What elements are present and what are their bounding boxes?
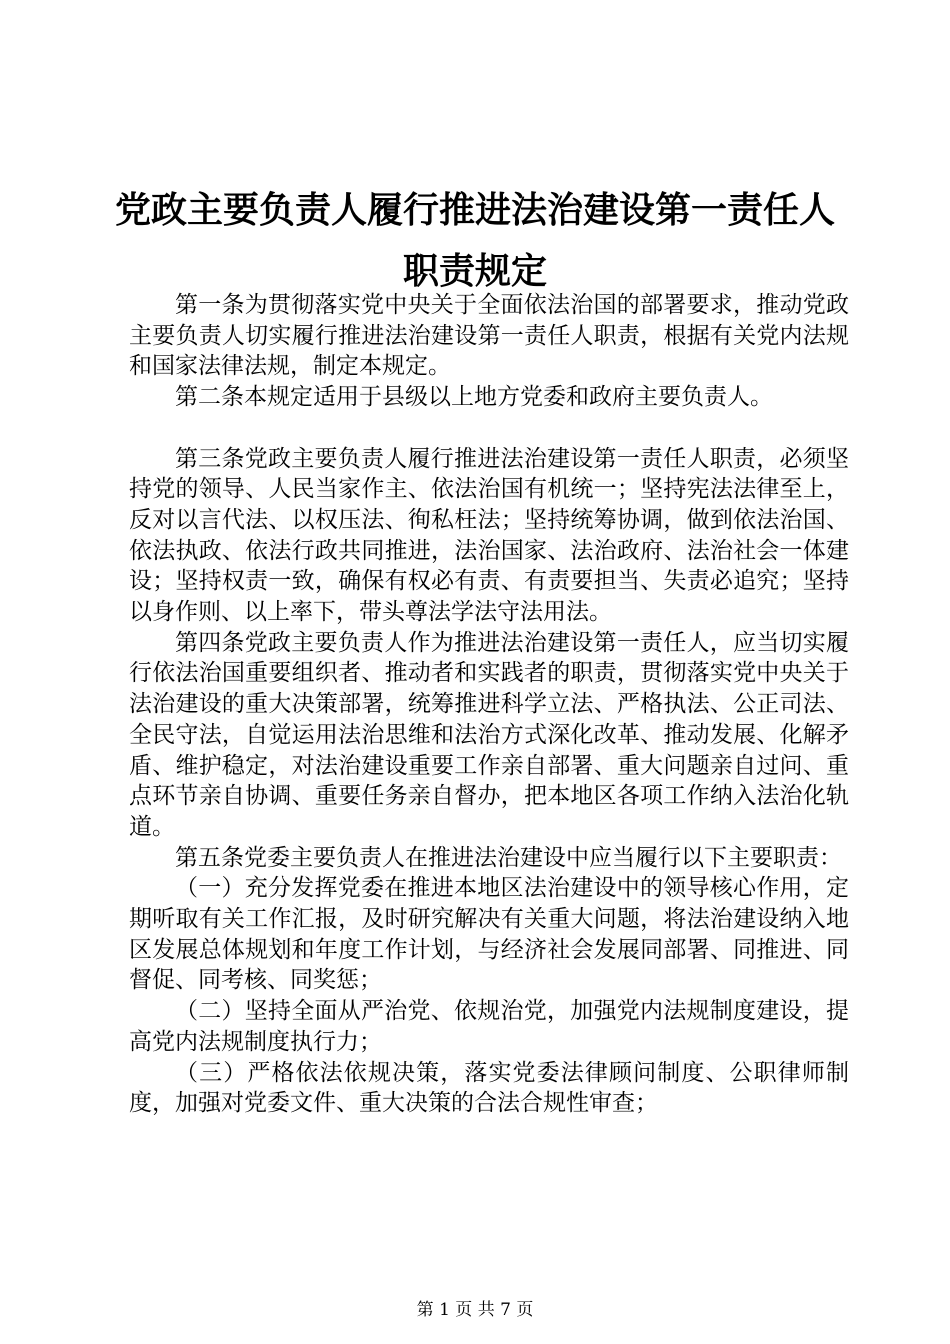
paragraph-item-1: （一）充分发挥党委在推进本地区法治建设中的领导核心作用，定期听取有关工作汇报，及时研究解决有关重大问题，将法治建设纳入地区发展总体规划和年度工作计划，与经济社会发展同部署、同推进、同督促、同考核、同奖惩； [129, 875, 849, 994]
paragraph-item-3: （三）严格依法依规决策，落实党委法律顾问制度、公职律师制度，加强对党委文件、重大决策的合法合规性审查； [129, 1059, 849, 1117]
page-footer: 第 1 页 共 7 页 [416, 1300, 534, 1320]
document-body [129, 290, 849, 1119]
paragraph-article-5: 第五条党委主要负责人在推进法治建设中应当履行以下主要职责： [175, 844, 842, 871]
document-title-line2: 职责规定 [402, 250, 547, 292]
paragraph-article-2: 第二条本规定适用于县级以上地方党委和政府主要负责人。 [175, 384, 773, 411]
paragraph-article-1: 第一条为贯彻落实党中央关于全面依法治国的部署要求，推动党政主要负责人切实履行推进法治建设第一责任人职责，根据有关党内法规和国家法律法规，制定本规定。 [129, 292, 849, 380]
paragraph-article-3: 第三条党政主要负责人履行推进法治建设第一责任人职责，必须坚持党的领导、人民当家作主、依法治国有机统一；坚持宪法法律至上，反对以言代法、以权压法、徇私枉法；坚持统筹协调，做到依法治国、依法执政、依法行政共同推进，法治国家、法治政府、法治社会一体建设；坚持权责一致，确保有权必有责、有责要担当、失责必追究；坚持以身作则、以上率下，带头尊法学法守法用法。 [129, 445, 849, 626]
paragraph-item-2: （二）坚持全面从严治党、依规治党，加强党内法规制度建设，提高党内法规制度执行力； [129, 998, 849, 1055]
paragraph-article-4: 第四条党政主要负责人作为推进法治建设第一责任人，应当切实履行依法治国重要组织者、推动者和实践者的职责，贯彻落实党中央关于法治建设的重大决策部署，统筹推进科学立法、严格执法、公正司法、全民守法，自觉运用法治思维和法治方式深化改革、推动发展、化解矛盾、维护稳定，对法治建设重要工作亲自部署、重大问题亲自过问、重点环节亲自协调、重要任务亲自督办，把本地区各项工作纳入法治化轨道。 [129, 629, 849, 840]
document-title-line1: 党政主要负责人履行推进法治建设第一责任人 [114, 189, 835, 231]
